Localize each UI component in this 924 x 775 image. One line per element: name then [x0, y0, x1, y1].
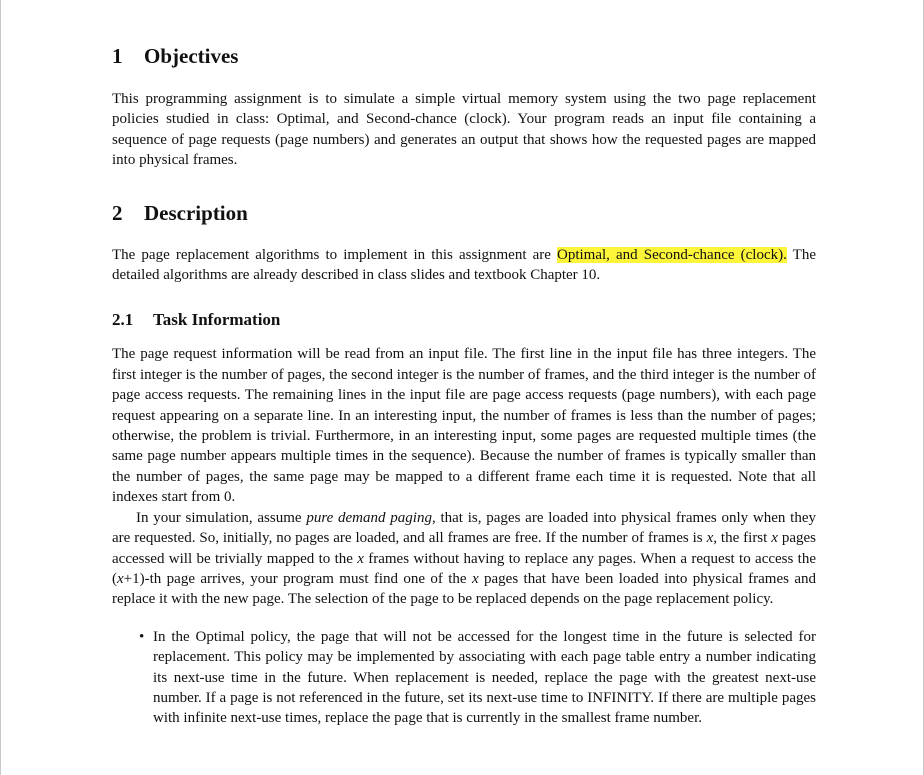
task-info-paragraph-2: In your simulation, assume pure demand paging, that is, pages are loaded into physical frames only when they are requested. So, initially, no pages are loaded, and all frames are free. If the number of frames is x, the first x pages accessed will be trivially mapped to the x frames without having to replace any pages. When a request to access the (x+1)-th page arrives, your program must find one of the x pages that have been loaded into physical frames and replace it with the new page. The selection of the page to be replaced depends on the page replacement policy.	[112, 509, 817, 608]
subsection-heading-task-information	[112, 308, 816, 332]
section-title: Description	[144, 200, 248, 225]
section-title: Objectives	[144, 44, 239, 68]
section-heading-description	[112, 199, 816, 227]
highlighted-text: Optimal, and Second-chance (clock).	[556, 246, 787, 263]
section-heading-objectives	[112, 42, 816, 70]
description-paragraph: The page replacement algorithms to implement in this assignment are Optimal, and Second-chance (clock). The detailed algorithms are already described in class slides and textbook Chapter 10.	[112, 246, 816, 284]
policy-bullet-list	[112, 627, 816, 729]
section-number: 2	[112, 200, 123, 225]
list-item-text: In the Optimal policy, the page that will not be accessed for the longest time in the future is selected for replacement. This policy may be implemented by associating with each page table entry a number indicating its next-use time in the future. When replacement is needed, replace the page with the greatest next-use number. If a page is not referenced in the future, set its next-use time to INFINITY. If there are multiple pages with infinite next-use times, replace the page that is currently in the smallest frame number.	[153, 628, 816, 727]
subsection-number: 2.1	[112, 310, 134, 330]
section-number: 1	[112, 44, 123, 68]
objectives-paragraph: This programming assignment is to simulate a simple virtual memory system using the two page replacement policies studied in class: Optimal, and Second-chance (clock). Your program reads an input file containing a sequence of page requests (page numbers) and generates an output that shows how the requested pages are mapped into physical frames.	[112, 91, 816, 169]
emphasis-pure-demand-paging: pure demand paging	[306, 509, 432, 526]
document-content	[112, 42, 816, 729]
bullet-icon: •	[139, 628, 145, 645]
subsection-title: Task Information	[153, 310, 281, 330]
list-item	[112, 627, 816, 729]
task-info-paragraph-1: The page request information will be read from an input file. The first line in the input file has three integers. The first integer is the number of pages, the second integer is the number of frames, and the third integer is the number of page access requests. The remaining lines in the input file are page access requests (page numbers), with each page request appearing on a separate line. In an interesting input, the number of frames is less than the number of pages; otherwise, the problem is trivial. Furthermore, in an interesting input, some pages are requested multiple times (the same page number appears multiple times in the sequence). Because the number of frames is typically smaller than the number of pages, the same page may be mapped to a different frame each time it is requested. Note that all indexes start from 0.	[112, 346, 816, 506]
